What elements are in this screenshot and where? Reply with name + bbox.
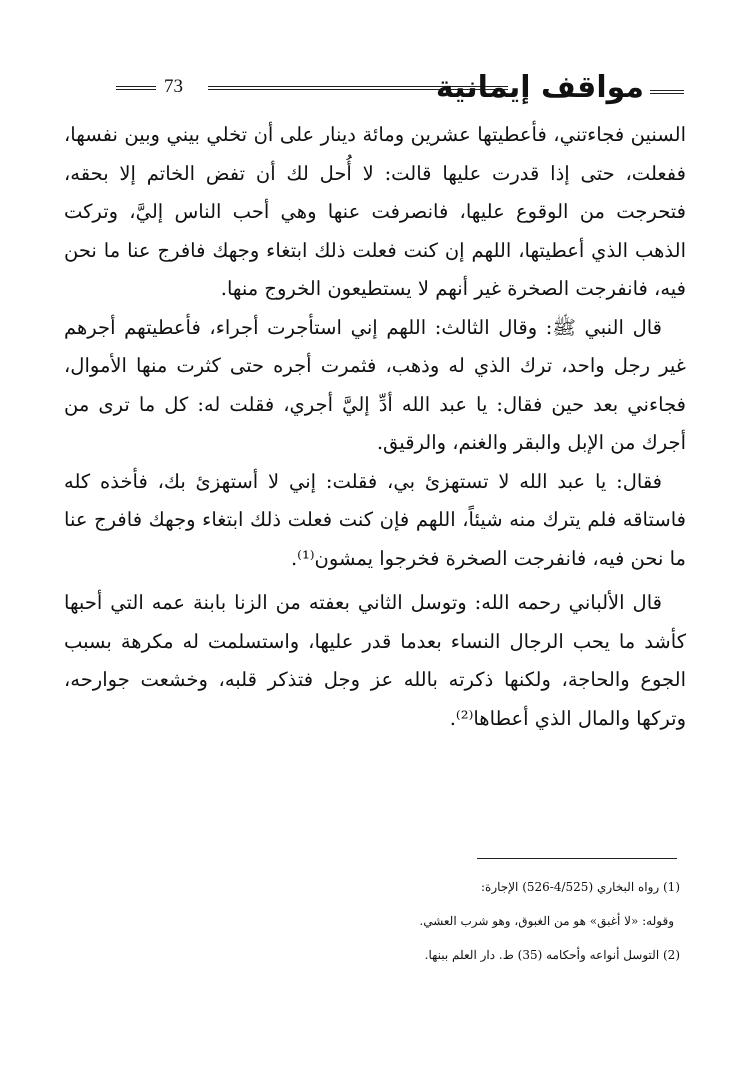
running-title: مواقف إيمانية xyxy=(435,70,644,105)
paragraph-2: قال النبي ﷺ: وقال الثالث: اللهم إني استأجرت أجراء، فأعطيتهم أجرهم غير رجل واحد، ترك الذي له وذهب، فثمرت أجره حتى كثرت منها الأموال، فجاءني بعد حين فقال: يا عبد الله أدِّ إليَّ أجري، فقلت له: كل ما ترى من أجرك من الإبل والبقر والغنم، والرقيق. xyxy=(64,315,686,454)
footnote-separator xyxy=(477,858,677,859)
paragraph-1: السنين فجاءتني، فأعطيتها عشرين ومائة دينار على أن تخلي بيني وبين نفسها، ففعلت، حتى إذا قدرت عليها قالت: لا أُحل لك أن تفض الخاتم إلا بحقه، فتحرجت من الوقوع عليها، فانصرفت عنها وهي أحب الناس إليَّ، وتركت الذهب الذي أعطيتها، اللهم إن كنت فعلت ذلك ابتغاء وجهك فافرج عنا ما نحن فيه، فانفرجت الصخرة غير أنهم لا يستطيعون الخروج منها. xyxy=(64,123,686,300)
page-header xyxy=(112,70,684,116)
paragraph-3: فقال: يا عبد الله لا تستهزئ بي، فقلت: إني لا أستهزئ بك، فأخذه كله فاستاقه فلم يترك منه شيئاً، اللهم فإن كنت فعلت ذلك ابتغاء وجهك فافرج عنا ما نحن فيه، فانفرجت الصخرة فخرجوا يمشون⁽¹⁾. xyxy=(64,469,686,570)
header-rule-left xyxy=(116,86,156,90)
page-number: 73 xyxy=(164,76,183,97)
main-text xyxy=(64,116,686,738)
footnote-1: (1) رواه البخاري (4/525-526) الإجارة: xyxy=(481,880,680,894)
footnote-1-note: وقوله: «لا أغبق» هو من الغبوق، وهو شرب العشي. xyxy=(419,914,674,928)
paragraph-4: قال الألباني رحمه الله: وتوسل الثاني بعفته من الزنا بابنة عمه التي أحبها كأشد ما يحب الرجال النساء بعدما قدر عليها، واستسلمت له مكرهة بسبب الجوع والحاجة، ولكنها ذكرته بالله عز وجل فتذكر قلبه، وخشعت جوارحه، وتركها والمال الذي أعطاها⁽²⁾. xyxy=(64,591,686,730)
footnote-2: (2) التوسل أنواعه وأحكامه (35) ط. دار العلم ببنها. xyxy=(424,948,680,962)
footnotes xyxy=(260,870,680,972)
header-rule-right xyxy=(650,90,684,94)
